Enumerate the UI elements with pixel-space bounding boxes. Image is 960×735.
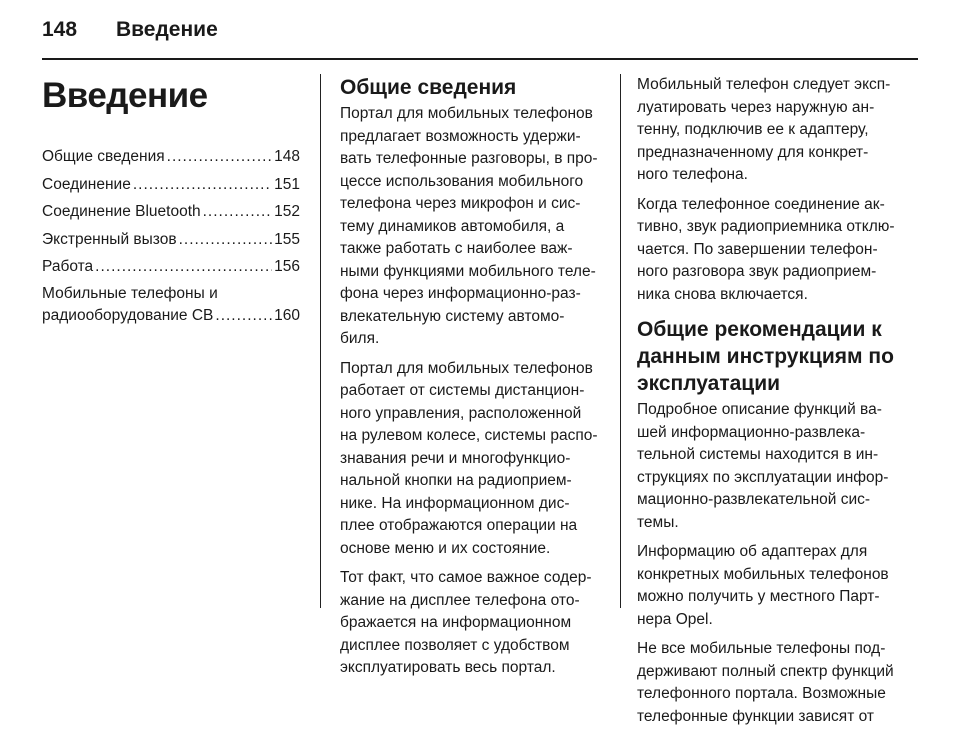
paragraph: Портал для мобильных телефонов работает от системы дистанцион- ного управления, расположенной на рулевом колесе, системы распо- знавания речи и многофункцио- нальной кнопки на радиоприем- нике. На информационном дис- плее отображаются операции на основе меню и их состояние. — [340, 359, 598, 557]
running-title: Введение — [116, 18, 218, 41]
toc-item-page: 155 — [274, 230, 300, 248]
toc-dot-leader — [133, 174, 272, 197]
toc-item-label: Общие сведения — [42, 148, 165, 165]
toc-item[interactable] — [42, 283, 300, 328]
toc-item[interactable] — [42, 174, 300, 197]
toc-dot-leader — [167, 146, 272, 169]
table-of-contents — [42, 146, 300, 328]
toc-item[interactable] — [42, 229, 300, 252]
main-column — [340, 74, 604, 687]
paragraph: Не все мобильные телефоны под- держивают полный спектр функций телефонного портала. Возможные телефонные функции зависят от — [637, 640, 894, 725]
toc-item-label: Соединение — [42, 175, 131, 193]
paragraph: Информацию об адаптерах для конкретных мобильных телефонов можно получить у местного Парт- нера Opel. — [637, 543, 889, 628]
toc-item-label: Работа — [42, 258, 94, 275]
toc-item-label: Экстренный вызов — [42, 230, 177, 248]
toc-item-label: Соединение Bluetooth — [42, 203, 201, 220]
toc-dot-leader — [95, 256, 272, 279]
toc-dot-leader — [179, 229, 273, 252]
toc-item-page: 152 — [274, 203, 300, 220]
toc-item[interactable] — [42, 256, 300, 279]
paragraph: Мобильный телефон следует эксп- луатировать через наружную ан- тенну, подключив ее к адаптеру, предназначенному для конкрет- ного телефона. — [637, 76, 891, 183]
toc-item-page: 156 — [274, 258, 300, 275]
toc-item-page: 160 — [274, 307, 300, 324]
toc-item[interactable] — [42, 146, 300, 169]
header-rule — [42, 58, 918, 60]
toc-item-page: 151 — [274, 175, 300, 193]
page-header — [42, 14, 918, 50]
toc-item-label-line1: Мобильные телефоны и — [42, 284, 218, 302]
column-divider-2 — [620, 74, 621, 608]
column-divider-1 — [320, 74, 321, 608]
toc-column — [42, 74, 300, 328]
paragraph: Портал для мобильных телефонов предлагает возможность удержи- вать телефонные разговоры, в про- цессе использования мобильного телефона через микрофон и сис- тему динамиков автомобиля, а также работать с наиболее важ- ными функциями мобильного теле- фона через информационно-раз- влекательную систему автомо- биля. — [340, 105, 598, 347]
page-number: 148 — [42, 18, 78, 41]
section-title: Общие сведения — [340, 76, 517, 99]
toc-item-label-line2: радиооборудование CB — [42, 307, 214, 324]
paragraph: Когда телефонное соединение ак- тивно, звук радиоприемника отклю- чается. По завершении телефон- ного разговора звук радиоприем- ника снова включается. — [637, 195, 895, 303]
chapter-title: Введение — [42, 76, 208, 115]
toc-item-page: 148 — [274, 148, 300, 165]
paragraph: Подробное описание функций ва- шей информационно-развлека- тельной системы находится в ин- струкциях по эксплуатации инфор- мационно-развлекательной сис- темы. — [637, 401, 889, 531]
right-column — [637, 74, 907, 735]
toc-dot-leader — [203, 201, 273, 224]
toc-dot-leader — [215, 305, 272, 328]
paragraph: Тот факт, что самое важное содер- жание на дисплее телефона ото- бражается на информационном дисплее позволяет с удобством эксплуатировать весь портал. — [340, 569, 592, 676]
section-title: Общие рекомендации к данным инструкциям по эксплуатации — [637, 318, 894, 395]
toc-item[interactable] — [42, 201, 300, 224]
